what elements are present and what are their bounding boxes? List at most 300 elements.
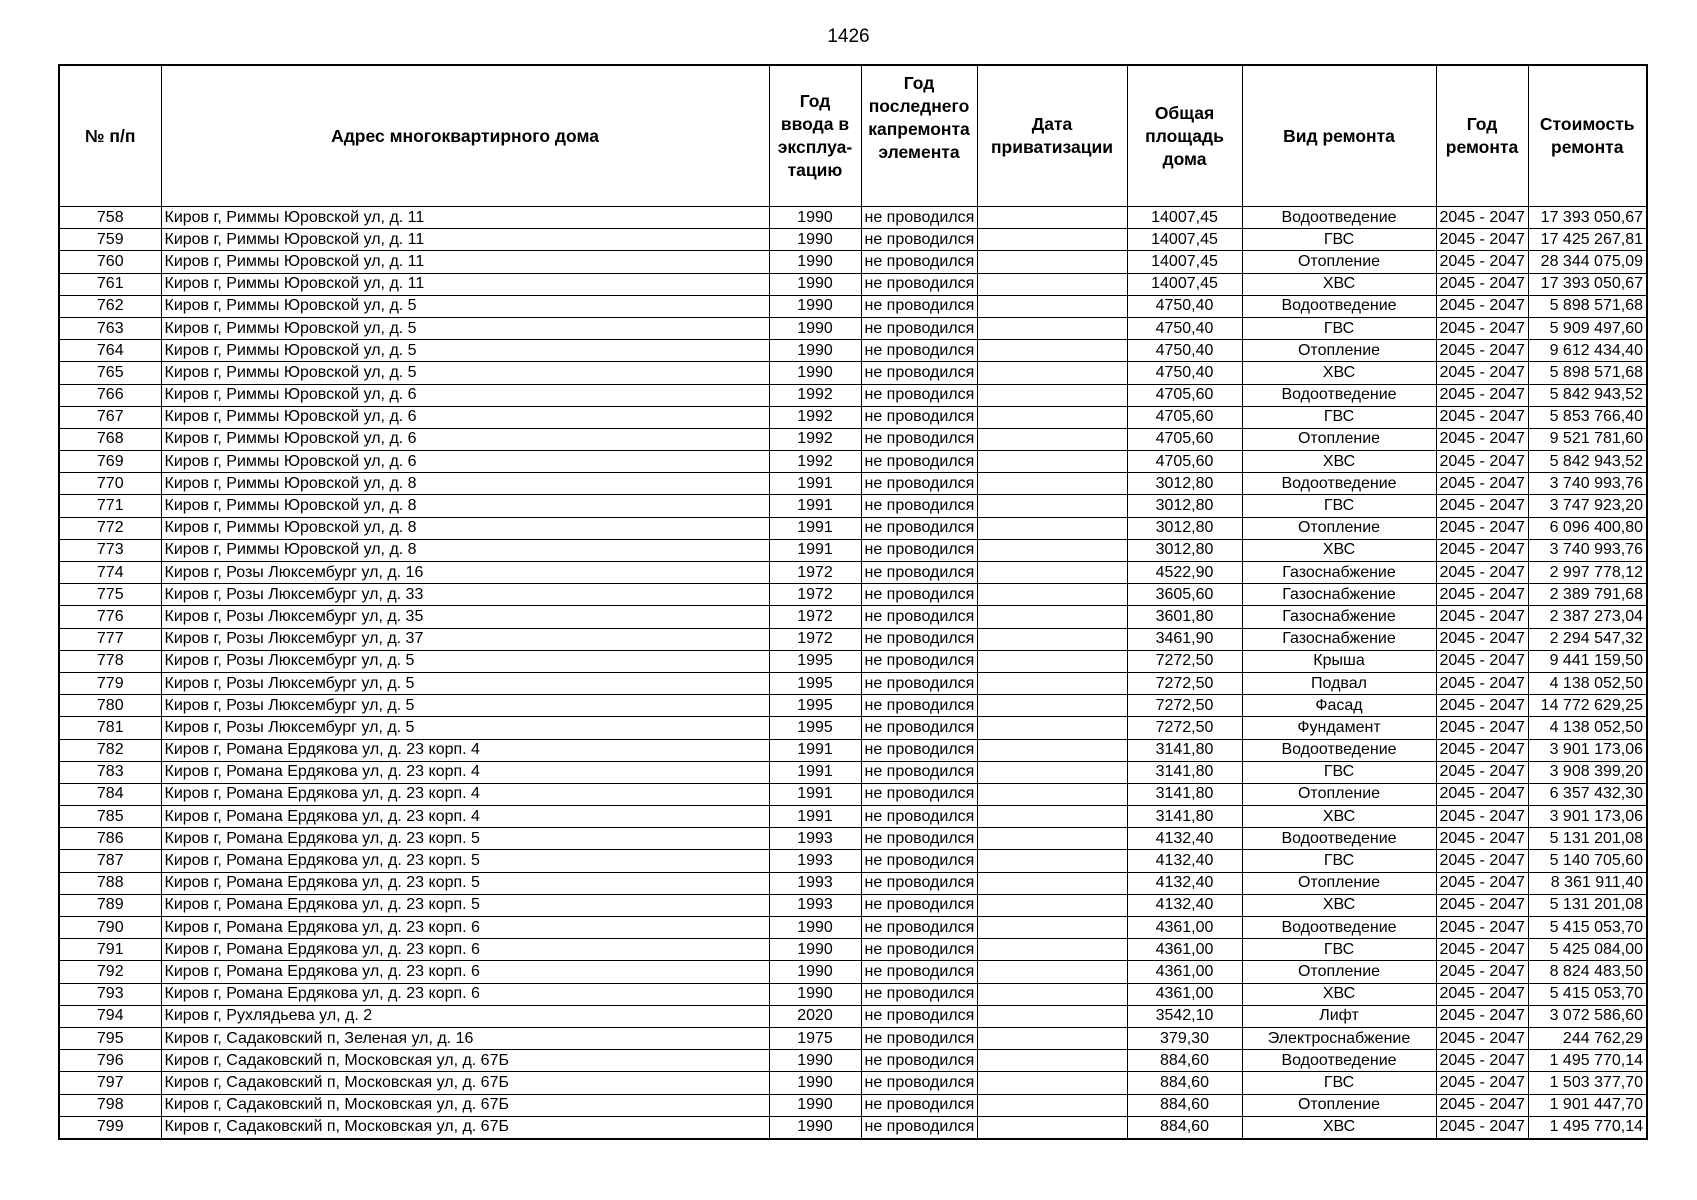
row-last-repair: не проводился <box>861 1027 977 1049</box>
row-last-repair: не проводился <box>861 695 977 717</box>
row-privatization <box>977 961 1127 983</box>
row-last-repair: не проводился <box>861 606 977 628</box>
table-row <box>59 584 1647 606</box>
row-last-repair: не проводился <box>861 1050 977 1072</box>
row-cost: 17 425 267,81 <box>1528 229 1647 251</box>
row-repair-year: 2045 - 2047 <box>1436 517 1528 539</box>
row-repair-type: ХВС <box>1242 806 1436 828</box>
row-last-repair: не проводился <box>861 495 977 517</box>
row-repair-year: 2045 - 2047 <box>1436 606 1528 628</box>
row-address: Киров г, Романа Ердякова ул, д. 23 корп. 6 <box>161 917 769 939</box>
row-last-repair: не проводился <box>861 295 977 317</box>
row-repair-type: ГВС <box>1242 229 1436 251</box>
table-row <box>59 428 1647 450</box>
row-repair-type: Отопление <box>1242 517 1436 539</box>
row-repair-year: 2045 - 2047 <box>1436 1116 1528 1139</box>
row-last-repair: не проводился <box>861 539 977 561</box>
row-cost: 6 096 400,80 <box>1528 517 1647 539</box>
table-row <box>59 783 1647 805</box>
row-address: Киров г, Романа Ердякова ул, д. 23 корп. 4 <box>161 761 769 783</box>
row-cost: 3 740 993,76 <box>1528 539 1647 561</box>
row-privatization <box>977 828 1127 850</box>
row-repair-year: 2045 - 2047 <box>1436 295 1528 317</box>
row-last-repair: не проводился <box>861 428 977 450</box>
page-number: 1426 <box>827 26 870 47</box>
row-repair-type: Отопление <box>1242 961 1436 983</box>
row-address: Киров г, Риммы Юровской ул, д. 8 <box>161 473 769 495</box>
row-privatization <box>977 1094 1127 1116</box>
row-year-built: 1992 <box>769 406 861 428</box>
row-privatization <box>977 606 1127 628</box>
row-year-built: 1992 <box>769 384 861 406</box>
row-privatization <box>977 761 1127 783</box>
table-row <box>59 406 1647 428</box>
row-address: Киров г, Садаковский п, Московская ул, д. 67Б <box>161 1094 769 1116</box>
row-year-built: 1991 <box>769 517 861 539</box>
row-year-built: 1990 <box>769 1050 861 1072</box>
row-cost: 2 294 547,32 <box>1528 628 1647 650</box>
row-repair-year: 2045 - 2047 <box>1436 451 1528 473</box>
row-repair-year: 2045 - 2047 <box>1436 384 1528 406</box>
row-privatization <box>977 340 1127 362</box>
row-address: Киров г, Розы Люксембург ул, д. 37 <box>161 628 769 650</box>
row-repair-year: 2045 - 2047 <box>1436 628 1528 650</box>
row-privatization <box>977 584 1127 606</box>
row-year-built: 1990 <box>769 229 861 251</box>
row-cost: 5 415 053,70 <box>1528 983 1647 1005</box>
row-last-repair: не проводился <box>861 229 977 251</box>
row-repair-year: 2045 - 2047 <box>1436 717 1528 739</box>
row-year-built: 1990 <box>769 983 861 1005</box>
row-year-built: 1990 <box>769 1116 861 1139</box>
row-privatization <box>977 872 1127 894</box>
row-last-repair: не проводился <box>861 207 977 229</box>
table-row <box>59 229 1647 251</box>
row-privatization <box>977 672 1127 694</box>
row-area: 379,30 <box>1127 1027 1242 1049</box>
row-area: 14007,45 <box>1127 273 1242 295</box>
table-row <box>59 650 1647 672</box>
row-repair-type: Водоотведение <box>1242 473 1436 495</box>
row-address: Киров г, Романа Ердякова ул, д. 23 корп. 4 <box>161 806 769 828</box>
row-number: 768 <box>59 428 161 450</box>
row-year-built: 1972 <box>769 562 861 584</box>
row-number: 775 <box>59 584 161 606</box>
table-row <box>59 761 1647 783</box>
row-repair-type: Отопление <box>1242 251 1436 273</box>
row-area: 4750,40 <box>1127 295 1242 317</box>
row-address: Киров г, Романа Ердякова ул, д. 23 корп. 4 <box>161 739 769 761</box>
row-cost: 28 344 075,09 <box>1528 251 1647 273</box>
table-row <box>59 207 1647 229</box>
row-last-repair: не проводился <box>861 1116 977 1139</box>
row-repair-year: 2045 - 2047 <box>1436 961 1528 983</box>
row-address: Киров г, Романа Ердякова ул, д. 23 корп. 6 <box>161 983 769 1005</box>
row-cost: 8 824 483,50 <box>1528 961 1647 983</box>
row-year-built: 1990 <box>769 362 861 384</box>
row-repair-type: ХВС <box>1242 1116 1436 1139</box>
row-number: 786 <box>59 828 161 850</box>
row-address: Киров г, Розы Люксембург ул, д. 5 <box>161 717 769 739</box>
row-repair-year: 2045 - 2047 <box>1436 317 1528 339</box>
row-address: Киров г, Риммы Юровской ул, д. 11 <box>161 207 769 229</box>
row-address: Киров г, Розы Люксембург ул, д. 35 <box>161 606 769 628</box>
row-repair-year: 2045 - 2047 <box>1436 672 1528 694</box>
row-privatization <box>977 384 1127 406</box>
row-address: Киров г, Риммы Юровской ул, д. 8 <box>161 539 769 561</box>
row-repair-type: Подвал <box>1242 672 1436 694</box>
header-num: № п/п <box>59 65 161 207</box>
row-address: Киров г, Романа Ердякова ул, д. 23 корп. 5 <box>161 850 769 872</box>
row-year-built: 1990 <box>769 961 861 983</box>
row-number: 771 <box>59 495 161 517</box>
row-area: 884,60 <box>1127 1094 1242 1116</box>
table-row <box>59 828 1647 850</box>
row-repair-type: ГВС <box>1242 1072 1436 1094</box>
row-year-built: 1993 <box>769 872 861 894</box>
row-number: 772 <box>59 517 161 539</box>
table-row <box>59 273 1647 295</box>
row-repair-year: 2045 - 2047 <box>1436 1050 1528 1072</box>
row-repair-year: 2045 - 2047 <box>1436 406 1528 428</box>
row-area: 3012,80 <box>1127 517 1242 539</box>
row-cost: 5 415 053,70 <box>1528 917 1647 939</box>
row-last-repair: не проводился <box>861 273 977 295</box>
row-number: 792 <box>59 961 161 983</box>
row-repair-type: Газоснабжение <box>1242 606 1436 628</box>
row-area: 7272,50 <box>1127 695 1242 717</box>
row-address: Киров г, Риммы Юровской ул, д. 11 <box>161 229 769 251</box>
row-privatization <box>977 695 1127 717</box>
row-repair-year: 2045 - 2047 <box>1436 273 1528 295</box>
row-area: 7272,50 <box>1127 650 1242 672</box>
row-cost: 6 357 432,30 <box>1528 783 1647 805</box>
row-repair-type: ГВС <box>1242 939 1436 961</box>
row-number: 774 <box>59 562 161 584</box>
row-repair-type: Газоснабжение <box>1242 628 1436 650</box>
row-privatization <box>977 295 1127 317</box>
row-number: 769 <box>59 451 161 473</box>
row-address: Киров г, Риммы Юровской ул, д. 5 <box>161 362 769 384</box>
row-number: 799 <box>59 1116 161 1139</box>
header-last-repair: Год последнего капремонта элемента <box>861 65 977 207</box>
row-last-repair: не проводился <box>861 1094 977 1116</box>
row-cost: 3 901 173,06 <box>1528 806 1647 828</box>
row-number: 762 <box>59 295 161 317</box>
row-privatization <box>977 650 1127 672</box>
row-area: 7272,50 <box>1127 717 1242 739</box>
row-address: Киров г, Романа Ердякова ул, д. 23 корп. 4 <box>161 783 769 805</box>
row-number: 781 <box>59 717 161 739</box>
row-last-repair: не проводился <box>861 739 977 761</box>
row-area: 3012,80 <box>1127 539 1242 561</box>
row-cost: 5 898 571,68 <box>1528 362 1647 384</box>
row-number: 760 <box>59 251 161 273</box>
row-year-built: 1990 <box>769 340 861 362</box>
table-row <box>59 872 1647 894</box>
row-privatization <box>977 273 1127 295</box>
row-repair-year: 2045 - 2047 <box>1436 229 1528 251</box>
row-address: Киров г, Романа Ердякова ул, д. 23 корп. 6 <box>161 939 769 961</box>
row-cost: 5 898 571,68 <box>1528 295 1647 317</box>
header-area: Общая площадь дома <box>1127 65 1242 207</box>
row-privatization <box>977 983 1127 1005</box>
table-row <box>59 806 1647 828</box>
table-row <box>59 672 1647 694</box>
row-privatization <box>977 939 1127 961</box>
row-privatization <box>977 562 1127 584</box>
row-last-repair: не проводился <box>861 872 977 894</box>
row-year-built: 1992 <box>769 428 861 450</box>
row-area: 3141,80 <box>1127 739 1242 761</box>
row-repair-type: Водоотведение <box>1242 739 1436 761</box>
table-row <box>59 983 1647 1005</box>
row-cost: 244 762,29 <box>1528 1027 1647 1049</box>
row-area: 4361,00 <box>1127 983 1242 1005</box>
row-privatization <box>977 783 1127 805</box>
row-repair-year: 2045 - 2047 <box>1436 1072 1528 1094</box>
table-row <box>59 317 1647 339</box>
row-area: 4705,60 <box>1127 428 1242 450</box>
row-privatization <box>977 739 1127 761</box>
row-year-built: 1972 <box>769 606 861 628</box>
row-repair-year: 2045 - 2047 <box>1436 1027 1528 1049</box>
row-number: 785 <box>59 806 161 828</box>
row-area: 4132,40 <box>1127 850 1242 872</box>
row-area: 4361,00 <box>1127 939 1242 961</box>
table-row <box>59 362 1647 384</box>
row-repair-type: ГВС <box>1242 317 1436 339</box>
row-cost: 17 393 050,67 <box>1528 273 1647 295</box>
row-cost: 5 842 943,52 <box>1528 384 1647 406</box>
row-number: 782 <box>59 739 161 761</box>
row-repair-type: ГВС <box>1242 850 1436 872</box>
row-cost: 14 772 629,25 <box>1528 695 1647 717</box>
row-year-built: 1991 <box>769 473 861 495</box>
row-number: 777 <box>59 628 161 650</box>
header-cost: Стоимость ремонта <box>1528 65 1647 207</box>
row-repair-year: 2045 - 2047 <box>1436 473 1528 495</box>
row-cost: 5 140 705,60 <box>1528 850 1647 872</box>
row-area: 4132,40 <box>1127 828 1242 850</box>
row-address: Киров г, Садаковский п, Московская ул, д. 67Б <box>161 1050 769 1072</box>
row-number: 761 <box>59 273 161 295</box>
row-area: 4750,40 <box>1127 362 1242 384</box>
row-area: 3605,60 <box>1127 584 1242 606</box>
table-row <box>59 517 1647 539</box>
row-privatization <box>977 1072 1127 1094</box>
row-cost: 5 909 497,60 <box>1528 317 1647 339</box>
row-area: 3012,80 <box>1127 495 1242 517</box>
row-year-built: 1995 <box>769 717 861 739</box>
row-repair-type: ГВС <box>1242 761 1436 783</box>
header-repair-type: Вид ремонта <box>1242 65 1436 207</box>
row-last-repair: не проводился <box>861 451 977 473</box>
row-repair-year: 2045 - 2047 <box>1436 828 1528 850</box>
row-repair-type: Отопление <box>1242 872 1436 894</box>
header-privatization: Дата приватизации <box>977 65 1127 207</box>
row-address: Киров г, Романа Ердякова ул, д. 23 корп. 6 <box>161 961 769 983</box>
row-area: 4522,90 <box>1127 562 1242 584</box>
row-privatization <box>977 850 1127 872</box>
row-year-built: 1975 <box>769 1027 861 1049</box>
row-privatization <box>977 451 1127 473</box>
table-row <box>59 1072 1647 1094</box>
table-row <box>59 961 1647 983</box>
row-cost: 9 612 434,40 <box>1528 340 1647 362</box>
row-privatization <box>977 628 1127 650</box>
row-last-repair: не проводился <box>861 251 977 273</box>
row-cost: 1 495 770,14 <box>1528 1116 1647 1139</box>
row-address: Киров г, Романа Ердякова ул, д. 23 корп. 5 <box>161 894 769 916</box>
row-cost: 9 441 159,50 <box>1528 650 1647 672</box>
table-row <box>59 628 1647 650</box>
repair-schedule-table <box>58 64 1648 1140</box>
row-number: 767 <box>59 406 161 428</box>
row-last-repair: не проводился <box>861 473 977 495</box>
row-repair-type: Газоснабжение <box>1242 584 1436 606</box>
row-repair-year: 2045 - 2047 <box>1436 650 1528 672</box>
row-repair-year: 2045 - 2047 <box>1436 983 1528 1005</box>
row-address: Киров г, Романа Ердякова ул, д. 23 корп. 5 <box>161 828 769 850</box>
row-year-built: 1995 <box>769 695 861 717</box>
row-number: 764 <box>59 340 161 362</box>
table-row <box>59 1050 1647 1072</box>
row-repair-year: 2045 - 2047 <box>1436 872 1528 894</box>
row-repair-type: ХВС <box>1242 539 1436 561</box>
row-repair-year: 2045 - 2047 <box>1436 340 1528 362</box>
row-area: 3461,90 <box>1127 628 1242 650</box>
row-address: Киров г, Розы Люксембург ул, д. 5 <box>161 650 769 672</box>
row-number: 789 <box>59 894 161 916</box>
header-address: Адрес многоквартирного дома <box>161 65 769 207</box>
row-number: 787 <box>59 850 161 872</box>
row-area: 4705,60 <box>1127 384 1242 406</box>
row-repair-year: 2045 - 2047 <box>1436 251 1528 273</box>
row-year-built: 1972 <box>769 628 861 650</box>
row-year-built: 1991 <box>769 739 861 761</box>
row-repair-type: Водоотведение <box>1242 384 1436 406</box>
row-privatization <box>977 894 1127 916</box>
row-repair-type: Фундамент <box>1242 717 1436 739</box>
row-cost: 3 901 173,06 <box>1528 739 1647 761</box>
row-address: Киров г, Риммы Юровской ул, д. 11 <box>161 251 769 273</box>
table-row <box>59 1005 1647 1027</box>
row-cost: 1 901 447,70 <box>1528 1094 1647 1116</box>
row-last-repair: не проводился <box>861 917 977 939</box>
row-area: 3141,80 <box>1127 806 1242 828</box>
row-repair-year: 2045 - 2047 <box>1436 783 1528 805</box>
row-address: Киров г, Риммы Юровской ул, д. 5 <box>161 295 769 317</box>
row-number: 795 <box>59 1027 161 1049</box>
row-year-built: 1991 <box>769 539 861 561</box>
row-area: 4361,00 <box>1127 961 1242 983</box>
row-year-built: 1990 <box>769 273 861 295</box>
row-cost: 8 361 911,40 <box>1528 872 1647 894</box>
row-repair-type: ГВС <box>1242 406 1436 428</box>
row-last-repair: не проводился <box>861 850 977 872</box>
row-area: 884,60 <box>1127 1116 1242 1139</box>
row-repair-year: 2045 - 2047 <box>1436 562 1528 584</box>
row-repair-year: 2045 - 2047 <box>1436 362 1528 384</box>
row-repair-year: 2045 - 2047 <box>1436 850 1528 872</box>
table-row <box>59 939 1647 961</box>
row-area: 3141,80 <box>1127 783 1242 805</box>
row-repair-year: 2045 - 2047 <box>1436 939 1528 961</box>
row-repair-type: ХВС <box>1242 273 1436 295</box>
header-year-built: Год ввода в эксплуа-тацию <box>769 65 861 207</box>
row-year-built: 1995 <box>769 650 861 672</box>
row-number: 798 <box>59 1094 161 1116</box>
row-cost: 9 521 781,60 <box>1528 428 1647 450</box>
row-repair-type: Крыша <box>1242 650 1436 672</box>
row-year-built: 1990 <box>769 295 861 317</box>
row-last-repair: не проводился <box>861 628 977 650</box>
row-last-repair: не проводился <box>861 983 977 1005</box>
row-year-built: 1972 <box>769 584 861 606</box>
row-address: Киров г, Розы Люксембург ул, д. 33 <box>161 584 769 606</box>
row-year-built: 1991 <box>769 783 861 805</box>
row-year-built: 1990 <box>769 1094 861 1116</box>
row-repair-year: 2045 - 2047 <box>1436 695 1528 717</box>
row-area: 4361,00 <box>1127 917 1242 939</box>
row-address: Киров г, Риммы Юровской ул, д. 5 <box>161 340 769 362</box>
row-address: Киров г, Розы Люксембург ул, д. 5 <box>161 695 769 717</box>
row-year-built: 1993 <box>769 850 861 872</box>
row-cost: 1 495 770,14 <box>1528 1050 1647 1072</box>
row-year-built: 1992 <box>769 451 861 473</box>
table-row <box>59 894 1647 916</box>
row-repair-type: Отопление <box>1242 428 1436 450</box>
row-number: 765 <box>59 362 161 384</box>
row-repair-year: 2045 - 2047 <box>1436 739 1528 761</box>
row-repair-type: Водоотведение <box>1242 1050 1436 1072</box>
row-cost: 5 853 766,40 <box>1528 406 1647 428</box>
row-address: Киров г, Садаковский п, Московская ул, д. 67Б <box>161 1072 769 1094</box>
table-row <box>59 606 1647 628</box>
row-number: 796 <box>59 1050 161 1072</box>
table-row <box>59 384 1647 406</box>
row-address: Киров г, Риммы Юровской ул, д. 6 <box>161 384 769 406</box>
row-last-repair: не проводился <box>861 761 977 783</box>
row-last-repair: не проводился <box>861 406 977 428</box>
table-row <box>59 495 1647 517</box>
row-last-repair: не проводился <box>861 806 977 828</box>
row-number: 770 <box>59 473 161 495</box>
table-row <box>59 539 1647 561</box>
row-repair-type: Водоотведение <box>1242 207 1436 229</box>
row-number: 779 <box>59 672 161 694</box>
row-privatization <box>977 406 1127 428</box>
row-address: Киров г, Розы Люксембург ул, д. 5 <box>161 672 769 694</box>
row-repair-type: Электроснабжение <box>1242 1027 1436 1049</box>
row-privatization <box>977 495 1127 517</box>
row-privatization <box>977 229 1127 251</box>
row-number: 776 <box>59 606 161 628</box>
row-area: 884,60 <box>1127 1050 1242 1072</box>
row-privatization <box>977 717 1127 739</box>
row-privatization <box>977 473 1127 495</box>
row-cost: 3 908 399,20 <box>1528 761 1647 783</box>
row-number: 766 <box>59 384 161 406</box>
table-row <box>59 917 1647 939</box>
table-row <box>59 473 1647 495</box>
row-area: 3601,80 <box>1127 606 1242 628</box>
row-repair-type: Газоснабжение <box>1242 562 1436 584</box>
table-header-row <box>59 65 1647 207</box>
row-last-repair: не проводился <box>861 517 977 539</box>
row-repair-year: 2045 - 2047 <box>1436 584 1528 606</box>
